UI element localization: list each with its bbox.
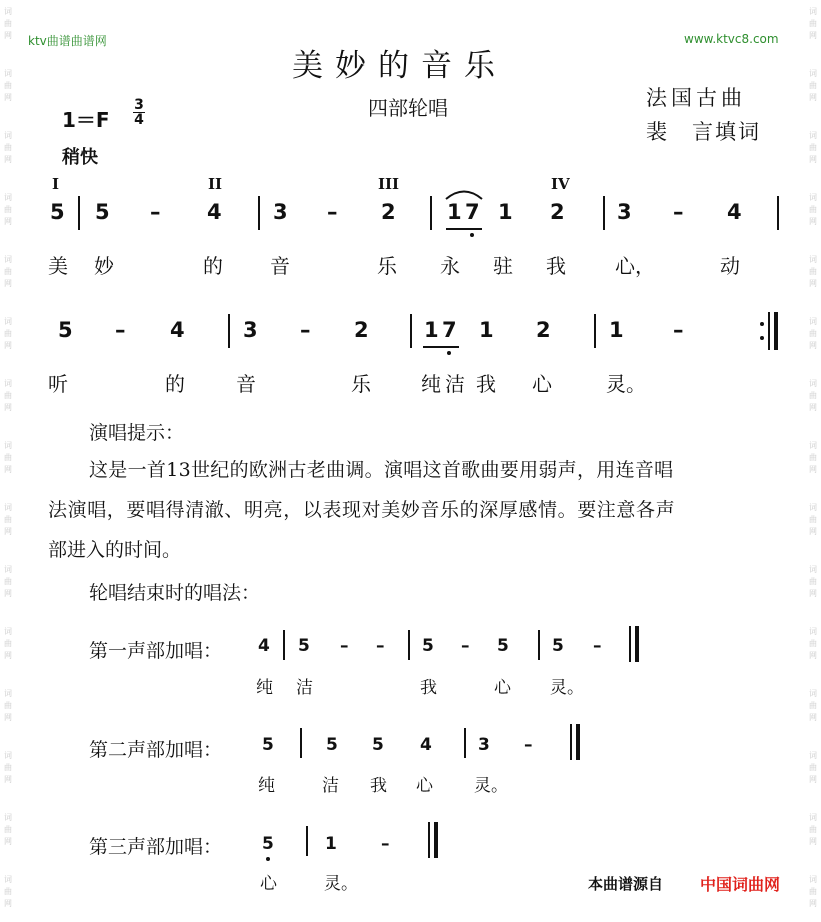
- strip-watermark-glyph: 网: [4, 527, 12, 536]
- lyric: 动: [720, 254, 740, 278]
- strip-watermark-glyph: 曲: [4, 577, 12, 586]
- strip-watermark-glyph: 曲: [809, 515, 817, 524]
- note: 1: [424, 318, 439, 342]
- strip-watermark-glyph: 词: [4, 503, 12, 512]
- left-watermark-strip: [0, 0, 16, 922]
- note: 2: [354, 318, 369, 342]
- strip-watermark-glyph: 曲: [4, 701, 12, 710]
- strip-watermark-glyph: 曲: [4, 825, 12, 834]
- note: 5: [262, 735, 274, 755]
- lyric: 心: [494, 678, 511, 698]
- note: 3: [273, 200, 288, 224]
- strip-watermark-glyph: 网: [809, 93, 817, 102]
- strip-watermark-glyph: 词: [4, 7, 12, 16]
- strip-watermark-glyph: 曲: [4, 639, 12, 648]
- note: 1: [447, 200, 462, 224]
- strip-watermark-glyph: 词: [809, 193, 817, 202]
- strip-watermark-glyph: 网: [4, 651, 12, 660]
- strip-watermark-glyph: 词: [4, 193, 12, 202]
- barline: [464, 728, 466, 758]
- right-watermark-strip: [805, 0, 821, 922]
- part-marker-4: IV: [551, 175, 570, 193]
- note: 2: [550, 200, 565, 224]
- strip-watermark-glyph: 网: [809, 527, 817, 536]
- strip-watermark-glyph: 词: [809, 131, 817, 140]
- strip-watermark-glyph: 网: [809, 403, 817, 412]
- lyric: 灵。: [606, 372, 646, 396]
- strip-watermark-glyph: 网: [809, 341, 817, 350]
- note: 5: [262, 834, 274, 854]
- strip-watermark-glyph: 词: [809, 813, 817, 822]
- strip-watermark-glyph: 曲: [4, 205, 12, 214]
- strip-watermark-glyph: 曲: [4, 19, 12, 28]
- strip-watermark-glyph: 网: [4, 279, 12, 288]
- note: –: [673, 200, 684, 224]
- strip-watermark-glyph: 词: [809, 7, 817, 16]
- note: 2: [381, 200, 396, 224]
- lyric: 乐: [351, 372, 371, 396]
- song-origin: 法国古曲: [646, 86, 746, 110]
- lyric: 妙: [94, 254, 114, 278]
- strip-watermark-glyph: 曲: [809, 19, 817, 28]
- lyric: 我: [546, 254, 566, 278]
- strip-watermark-glyph: 词: [809, 255, 817, 264]
- strip-watermark-glyph: 曲: [4, 143, 12, 152]
- barline: [603, 196, 605, 230]
- low-octave-dot: [470, 233, 474, 237]
- strip-watermark-glyph: 网: [4, 837, 12, 846]
- lyric: 我: [370, 776, 387, 796]
- lyric: 我: [476, 372, 496, 396]
- part-marker-1: I: [52, 175, 60, 193]
- strip-watermark-glyph: 网: [4, 217, 12, 226]
- strip-watermark-glyph: 词: [4, 131, 12, 140]
- strip-watermark-glyph: 曲: [4, 391, 12, 400]
- part-3-label: 第三声部加唱：: [89, 836, 223, 858]
- barline: [538, 630, 540, 660]
- strip-watermark-glyph: 网: [4, 775, 12, 784]
- note: 7: [465, 200, 480, 224]
- song-subtitle: 四部轮唱: [368, 96, 448, 120]
- note: 5: [422, 636, 434, 656]
- strip-watermark-glyph: 词: [4, 875, 12, 884]
- barline: [768, 312, 770, 350]
- lyric: 灵。: [474, 776, 508, 796]
- repeat-dot: [760, 322, 764, 326]
- part-2-label: 第二声部加唱：: [89, 739, 223, 761]
- lyric: 灵。: [550, 678, 584, 698]
- strip-watermark-glyph: 曲: [809, 453, 817, 462]
- note: 5: [372, 735, 384, 755]
- tips-heading: 演唱提示：: [89, 422, 185, 444]
- strip-watermark-glyph: 词: [4, 317, 12, 326]
- watermark-left: ktv曲谱曲谱网: [28, 34, 107, 48]
- strip-watermark-glyph: 词: [4, 255, 12, 264]
- strip-watermark-glyph: 网: [809, 651, 817, 660]
- strip-watermark-glyph: 曲: [4, 763, 12, 772]
- barline: [629, 626, 631, 662]
- strip-watermark-glyph: 网: [809, 31, 817, 40]
- barline: [570, 724, 572, 760]
- note: 5: [298, 636, 310, 656]
- barline: [228, 314, 230, 348]
- note: –: [673, 318, 684, 342]
- lyric: 美: [48, 254, 68, 278]
- strip-watermark-glyph: 曲: [4, 329, 12, 338]
- lyric: 纯: [421, 372, 441, 396]
- lyric: 心: [532, 372, 552, 396]
- strip-watermark-glyph: 词: [809, 689, 817, 698]
- tips-line-3: 部进入的时间。: [48, 539, 182, 561]
- final-barline: [774, 312, 778, 350]
- strip-watermark-glyph: 曲: [809, 825, 817, 834]
- strip-watermark-glyph: 词: [4, 441, 12, 450]
- barline: [300, 728, 302, 758]
- strip-watermark-glyph: 词: [809, 69, 817, 78]
- final-barline: [576, 724, 580, 760]
- strip-watermark-glyph: 网: [809, 775, 817, 784]
- strip-watermark-glyph: 曲: [809, 763, 817, 772]
- strip-watermark-glyph: 网: [4, 31, 12, 40]
- lyric: 驻: [493, 254, 513, 278]
- repeat-dot: [760, 336, 764, 340]
- note: –: [150, 200, 161, 224]
- time-bottom: 4: [134, 112, 144, 128]
- strip-watermark-glyph: 网: [809, 837, 817, 846]
- song-title: 美妙的音乐: [292, 48, 507, 84]
- eighth-beam: [423, 346, 459, 348]
- lyric: 永: [440, 254, 460, 278]
- part-marker-3: III: [378, 175, 400, 193]
- note: 5: [58, 318, 73, 342]
- lyric: 音: [270, 254, 290, 278]
- note: 5: [50, 200, 65, 224]
- strip-watermark-glyph: 网: [4, 93, 12, 102]
- note: 2: [536, 318, 551, 342]
- ending-heading: 轮唱结束时的唱法：: [89, 582, 261, 604]
- strip-watermark-glyph: 网: [809, 589, 817, 598]
- note: 4: [170, 318, 185, 342]
- strip-watermark-glyph: 网: [809, 217, 817, 226]
- strip-watermark-glyph: 词: [809, 565, 817, 574]
- barline: [78, 196, 80, 230]
- lyric: 音: [236, 372, 256, 396]
- note: 5: [552, 636, 564, 656]
- strip-watermark-glyph: 曲: [4, 453, 12, 462]
- strip-watermark-glyph: 曲: [809, 391, 817, 400]
- strip-watermark-glyph: 词: [809, 751, 817, 760]
- strip-watermark-glyph: 词: [4, 627, 12, 636]
- note: –: [115, 318, 126, 342]
- lyric: 的: [203, 254, 223, 278]
- barline: [410, 314, 412, 348]
- slur-mark: [444, 186, 484, 200]
- note: –: [340, 636, 349, 656]
- strip-watermark-glyph: 曲: [809, 639, 817, 648]
- strip-watermark-glyph: 曲: [809, 205, 817, 214]
- note: –: [593, 636, 602, 656]
- strip-watermark-glyph: 网: [4, 465, 12, 474]
- strip-watermark-glyph: 词: [809, 875, 817, 884]
- final-barline: [434, 822, 438, 858]
- lyric: 的: [165, 372, 185, 396]
- strip-watermark-glyph: 网: [809, 465, 817, 474]
- strip-watermark-glyph: 词: [4, 689, 12, 698]
- lyric: 洁: [445, 372, 465, 396]
- strip-watermark-glyph: 曲: [809, 577, 817, 586]
- strip-watermark-glyph: 曲: [809, 329, 817, 338]
- strip-watermark-glyph: 曲: [4, 267, 12, 276]
- strip-watermark-glyph: 网: [4, 341, 12, 350]
- lyric: 心，: [615, 254, 655, 278]
- note: 3: [243, 318, 258, 342]
- note: 4: [727, 200, 742, 224]
- lyric: 听: [48, 372, 68, 396]
- lyric: 乐: [377, 254, 397, 278]
- final-barline: [635, 626, 639, 662]
- strip-watermark-glyph: 词: [809, 503, 817, 512]
- strip-watermark-glyph: 曲: [809, 143, 817, 152]
- lyric: 纯: [258, 776, 275, 796]
- strip-watermark-glyph: 词: [4, 565, 12, 574]
- note: –: [461, 636, 470, 656]
- note: 5: [497, 636, 509, 656]
- part-1-label: 第一声部加唱：: [89, 640, 223, 662]
- note: 5: [326, 735, 338, 755]
- tempo-marking: 稍快: [62, 147, 98, 168]
- strip-watermark-glyph: 网: [809, 713, 817, 722]
- strip-watermark-glyph: 网: [809, 155, 817, 164]
- barline: [777, 196, 779, 230]
- low-octave-dot: [266, 857, 270, 861]
- source-label: 本曲谱源自: [588, 875, 664, 893]
- lyric: 心: [260, 874, 277, 894]
- note: 7: [442, 318, 457, 342]
- strip-watermark-glyph: 网: [4, 589, 12, 598]
- strip-watermark-glyph: 词: [4, 751, 12, 760]
- strip-watermark-glyph: 曲: [809, 267, 817, 276]
- note: 4: [207, 200, 222, 224]
- lyric: 洁: [322, 776, 339, 796]
- barline: [594, 314, 596, 348]
- lyric: 我: [420, 678, 437, 698]
- strip-watermark-glyph: 词: [4, 813, 12, 822]
- strip-watermark-glyph: 网: [809, 279, 817, 288]
- time-top: 3: [134, 97, 144, 113]
- lyric: 纯: [256, 678, 273, 698]
- strip-watermark-glyph: 曲: [4, 887, 12, 896]
- note: –: [381, 834, 390, 854]
- strip-watermark-glyph: 词: [4, 379, 12, 388]
- strip-watermark-glyph: 曲: [4, 515, 12, 524]
- low-octave-dot: [447, 351, 451, 355]
- source-site-link[interactable]: 中国词曲网: [700, 875, 781, 894]
- strip-watermark-glyph: 网: [4, 713, 12, 722]
- strip-watermark-glyph: 词: [4, 69, 12, 78]
- strip-watermark-glyph: 网: [4, 155, 12, 164]
- tips-line-2: 法演唱，要唱得清澈、明亮，以表现对美妙音乐的深厚感情。要注意各声: [48, 499, 676, 521]
- note: 3: [478, 735, 490, 755]
- barline: [408, 630, 410, 660]
- strip-watermark-glyph: 曲: [4, 81, 12, 90]
- tips-line-1: 这是一首13世纪的欧洲古老曲调。演唱这首歌曲要用弱声，用连音唱: [89, 459, 674, 481]
- strip-watermark-glyph: 曲: [809, 701, 817, 710]
- strip-watermark-glyph: 曲: [809, 887, 817, 896]
- note: –: [376, 636, 385, 656]
- strip-watermark-glyph: 网: [4, 899, 12, 908]
- barline: [428, 822, 430, 858]
- eighth-beam: [446, 228, 482, 230]
- note: 3: [617, 200, 632, 224]
- song-lyricist: 裴 言填词: [646, 120, 761, 144]
- note: –: [327, 200, 338, 224]
- key-signature: 1＝F: [62, 108, 110, 132]
- time-signature: [132, 98, 146, 127]
- lyric: 洁: [296, 678, 313, 698]
- note: 5: [95, 200, 110, 224]
- note: 1: [479, 318, 494, 342]
- barline: [283, 630, 285, 660]
- barline: [430, 196, 432, 230]
- watermark-right[interactable]: www.ktvc8.com: [684, 32, 779, 46]
- strip-watermark-glyph: 词: [809, 317, 817, 326]
- note: –: [300, 318, 311, 342]
- lyric: 心: [416, 776, 433, 796]
- note: 1: [325, 834, 337, 854]
- part-marker-2: II: [208, 175, 223, 193]
- strip-watermark-glyph: 网: [4, 403, 12, 412]
- lyric: 灵。: [324, 874, 358, 894]
- strip-watermark-glyph: 词: [809, 627, 817, 636]
- barline: [306, 826, 308, 856]
- note: 1: [609, 318, 624, 342]
- barline: [258, 196, 260, 230]
- strip-watermark-glyph: 网: [809, 899, 817, 908]
- strip-watermark-glyph: 词: [809, 379, 817, 388]
- note: 1: [498, 200, 513, 224]
- note: 4: [258, 636, 270, 656]
- strip-watermark-glyph: 曲: [809, 81, 817, 90]
- note: –: [524, 735, 533, 755]
- note: 4: [420, 735, 432, 755]
- strip-watermark-glyph: 词: [809, 441, 817, 450]
